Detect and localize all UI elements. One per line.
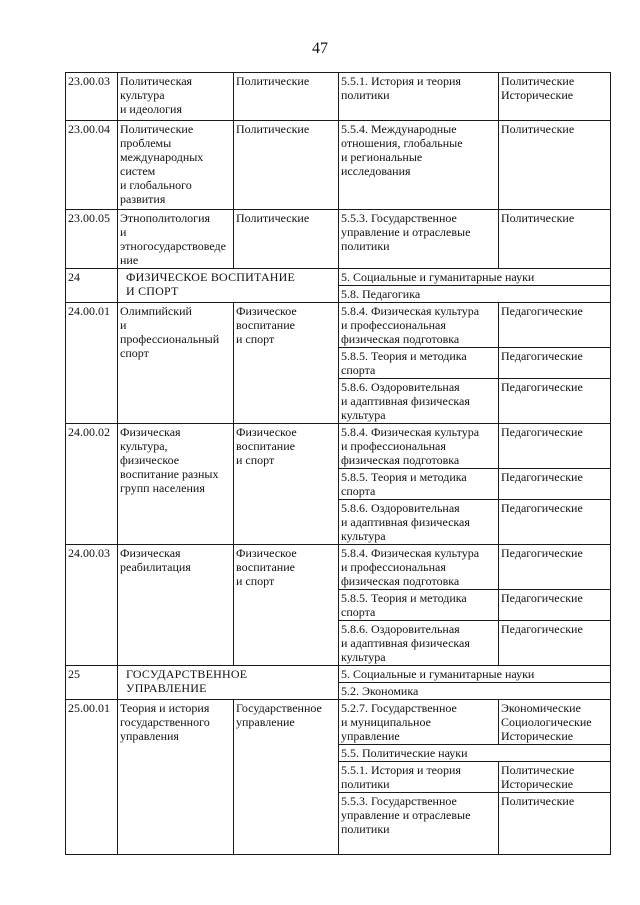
new-specialty-cell: 5.5.1. История и теория политики xyxy=(339,73,499,121)
new-specialty-cell: 5.8.4. Физическая культура и профессиональная физическая подготовка xyxy=(339,303,499,348)
specialties-table xyxy=(65,72,611,855)
sciences-cell: Педагогические xyxy=(499,424,611,469)
new-specialty-cell: 5.8.4. Физическая культура и профессиональная физическая подготовка xyxy=(339,424,499,469)
new-specialty-cell: 5.8.4. Физическая культура и профессиональная физическая подготовка xyxy=(339,545,499,590)
new-specialty-cell: 5.8.6. Оздоровительная и адаптивная физическая культура xyxy=(339,500,499,545)
new-specialty-cell: 5.5.1. История и теория политики xyxy=(339,762,499,793)
code-cell: 24.00.03 xyxy=(66,545,118,666)
code-cell: 25.00.01 xyxy=(66,700,118,855)
code-cell: 23.00.04 xyxy=(66,121,118,210)
page-number: 47 xyxy=(312,40,328,57)
section-row xyxy=(66,269,611,286)
new-specialty-cell: 5.8.5. Теория и методика спорта xyxy=(339,348,499,379)
specialty-name-cell: Физическая реабилитация xyxy=(118,545,234,666)
sciences-cell: Педагогические xyxy=(499,590,611,621)
subarea-cell: 5.8. Педагогика xyxy=(339,286,611,303)
sciences-cell: Политические xyxy=(499,121,611,210)
sciences-cell: Педагогические xyxy=(499,545,611,590)
new-specialty-cell: 5.5.3. Государственное управление и отраслевые политики xyxy=(339,793,499,855)
table-row xyxy=(66,303,611,348)
new-specialty-cell: 5.8.6. Оздоровительная и адаптивная физическая культура xyxy=(339,379,499,424)
specialty-name-cell: Этнополитология и этногосударствоведе ние xyxy=(118,210,234,269)
sciences-cell: Педагогические xyxy=(499,621,611,666)
new-specialty-cell: 5.8.6. Оздоровительная и адаптивная физическая культура xyxy=(339,621,499,666)
science-field-cell: Политические xyxy=(234,210,339,269)
new-specialty-cell: 5.8.5. Теория и методика спорта xyxy=(339,590,499,621)
new-specialty-cell: 5.8.5. Теория и методика спорта xyxy=(339,469,499,500)
new-specialty-cell: 5.5.4. Международные отношения, глобальные и региональные исследования xyxy=(339,121,499,210)
science-field-cell: Политические xyxy=(234,121,339,210)
code-cell: 24.00.02 xyxy=(66,424,118,545)
sciences-cell: Политические Исторические xyxy=(499,762,611,793)
sciences-cell: Педагогические xyxy=(499,379,611,424)
new-specialty-cell: 5.5.3. Государственное управление и отраслевые политики xyxy=(339,210,499,269)
table-row xyxy=(66,121,611,210)
code-cell: 24.00.01 xyxy=(66,303,118,424)
section-code-cell: 24 xyxy=(66,269,118,303)
science-field-cell: Физическое воспитание и спорт xyxy=(234,545,339,666)
sciences-cell: Политические xyxy=(499,210,611,269)
new-specialty-cell: 5.2.7. Государственное и муниципальное управление xyxy=(339,700,499,745)
area-cell: 5. Социальные и гуманитарные науки xyxy=(339,269,611,286)
subarea-cell: 5.5. Политические науки xyxy=(339,745,611,762)
table-row xyxy=(66,73,611,121)
specialty-name-cell: Теория и история государственного управления xyxy=(118,700,234,855)
code-cell: 23.00.05 xyxy=(66,210,118,269)
sciences-cell: Экономические Социологические Исторические xyxy=(499,700,611,745)
section-title-cell: ФИЗИЧЕСКОЕ ВОСПИТАНИЕ И СПОРТ xyxy=(118,269,339,303)
specialty-name-cell: Физическая культура, физическое воспитание разных групп населения xyxy=(118,424,234,545)
table-row xyxy=(66,210,611,269)
section-row xyxy=(66,666,611,683)
science-field-cell: Политические xyxy=(234,73,339,121)
table-row xyxy=(66,545,611,590)
specialty-name-cell: Политическая культура и идеология xyxy=(118,73,234,121)
subarea-cell: 5.2. Экономика xyxy=(339,683,611,700)
science-field-cell: Государственное управление xyxy=(234,700,339,855)
sciences-cell: Педагогические xyxy=(499,348,611,379)
sciences-cell: Педагогические xyxy=(499,500,611,545)
specialty-name-cell: Олимпийский и профессиональный спорт xyxy=(118,303,234,424)
table-row xyxy=(66,424,611,469)
sciences-cell: Педагогические xyxy=(499,469,611,500)
area-cell: 5. Социальные и гуманитарные науки xyxy=(339,666,611,683)
sciences-cell: Педагогические xyxy=(499,303,611,348)
science-field-cell: Физическое воспитание и спорт xyxy=(234,303,339,424)
code-cell: 23.00.03 xyxy=(66,73,118,121)
table-row xyxy=(66,700,611,745)
section-code-cell: 25 xyxy=(66,666,118,700)
science-field-cell: Физическое воспитание и спорт xyxy=(234,424,339,545)
sciences-cell: Политические Исторические xyxy=(499,73,611,121)
sciences-cell: Политические xyxy=(499,793,611,855)
specialty-name-cell: Политические проблемы международных систем и глобального развития xyxy=(118,121,234,210)
section-title-cell: ГОСУДАРСТВЕННОЕ УПРАВЛЕНИЕ xyxy=(118,666,339,700)
